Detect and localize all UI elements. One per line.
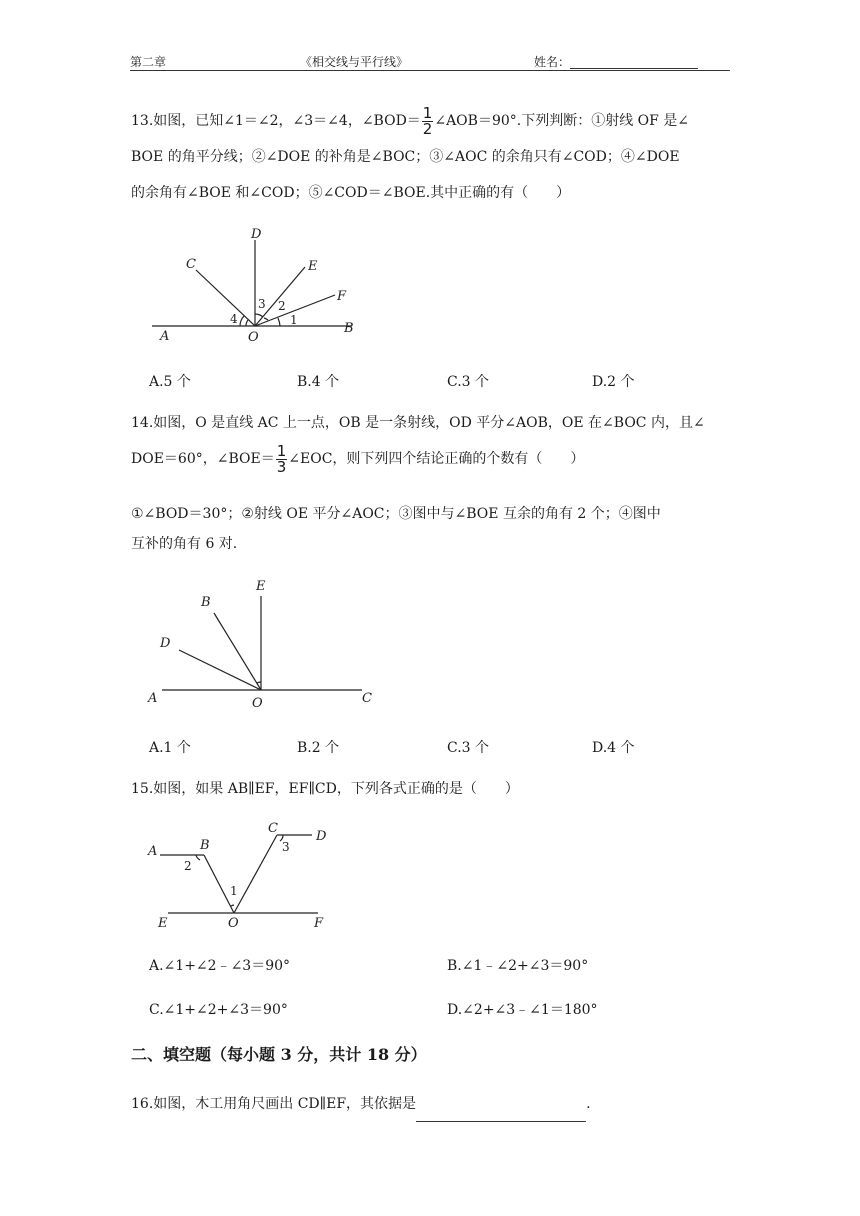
q13-line1: 13.如图，已知∠1＝∠2，∠3＝∠4，∠BOD＝ $\frac{1}{2}$ ∠AOB＝90°.下列判断：①射线 OF 是∠ [131,103,690,138]
q15-point-F: F [314,916,324,931]
q14-figure [140,570,390,715]
q13-point-D: D [251,227,262,242]
q14-line2: DOE＝60°，∠BOE＝ $\frac{1}{3}$ ∠EOC，则下列四个结论正确的个数有（ ） [131,441,585,476]
q13-line2: BOE 的角平分线；②∠DOE 的补角是∠BOC；③∠AOC 的余角只有∠COD；④∠DOE [131,149,680,165]
q14-option-d[interactable]: D.4 个 [592,740,635,756]
q14-line1: 14.如图，O 是直线 AC 上一点，OB 是一条射线，OD 平分∠AOB，OE 在∠BOC 内，且∠ [131,415,705,431]
question-16 [131,1086,731,1122]
question-14 [131,405,731,477]
question-13 [131,103,731,211]
q13-point-E: E [308,259,318,274]
question-15 [131,771,731,807]
q13-point-A: A [160,329,170,344]
q13-option-a[interactable]: A.5 个 [149,374,191,390]
q14-fraction: $\frac{1}{3}$ [276,441,287,476]
q13-point-C: C [186,257,196,272]
q15-figure [140,815,350,935]
q13-option-b[interactable]: B.4 个 [297,374,340,390]
q16-end: . [586,1096,591,1112]
name-blank[interactable] [570,56,698,69]
q14-point-E: E [256,579,266,594]
q15-line1: 15.如图，如果 AB∥EF，EF∥CD，下列各式正确的是（ ） [131,781,519,797]
q14-point-B: B [201,595,211,610]
q15-option-c[interactable]: C.∠1+∠2+∠3＝90° [149,1002,288,1018]
q14-option-a[interactable]: A.1 个 [149,740,191,756]
q14-line4: 互补的角有 6 对. [131,536,238,552]
q15-point-E: E [158,916,168,931]
q13-angle-3: 3 [258,297,266,311]
q15-point-A: A [148,844,158,859]
q13-point-F: F [337,289,347,304]
q15-point-C: C [268,821,278,836]
q14-line3: ①∠BOD＝30°；②射线 OE 平分∠AOC；③图中与∠BOE 互余的角有 2 个；④图中 [131,506,661,522]
q15-point-B: B [200,838,210,853]
q13-fraction: $\frac{1}{2}$ [422,103,433,138]
q15-angle-1: 1 [230,884,238,898]
q16-answer-blank[interactable] [416,1109,586,1122]
q14-option-c[interactable]: C.3 个 [447,740,490,756]
q14-point-O: O [252,696,263,711]
q13-figure [140,222,370,352]
section-2-title: 二、填空题（每小题 3 分，共计 18 分） [131,1045,427,1064]
q14-point-D: D [160,636,171,651]
q13-angle-1: 1 [290,313,298,327]
chapter-label: 第二章 [130,55,167,69]
q16-text: 16.如图，木工用角尺画出 CD∥EF，其依据是 [131,1096,417,1112]
q15-point-O: O [228,916,239,931]
header-title: 《相交线与平行线》 [300,55,409,69]
q13-point-B: B [344,321,354,336]
q13-angle-4: 4 [230,312,238,326]
q13-line3: 的余角有∠BOE 和∠COD；⑤∠COD＝∠BOE.其中正确的有（ ） [131,185,571,201]
q15-option-b[interactable]: B.∠1﹣∠2+∠3＝90° [447,958,589,974]
q14-conclusions [131,499,731,559]
q13-option-d[interactable]: D.2 个 [592,374,635,390]
q13-option-c[interactable]: C.3 个 [447,374,490,390]
name-label: 姓名： [534,53,570,70]
q14-point-A: A [148,691,158,706]
q14-option-b[interactable]: B.2 个 [297,740,340,756]
q13-point-O: O [248,330,259,345]
page-header [130,50,730,71]
q15-point-D: D [316,829,327,844]
q14-point-C: C [362,691,372,706]
q15-angle-3: 3 [282,840,290,854]
q15-option-d[interactable]: D.∠2+∠3﹣∠1＝180° [447,1002,598,1018]
q15-option-a[interactable]: A.∠1+∠2﹣∠3＝90° [149,958,291,974]
q13-angle-2: 2 [278,299,286,313]
q15-angle-2: 2 [184,859,192,873]
